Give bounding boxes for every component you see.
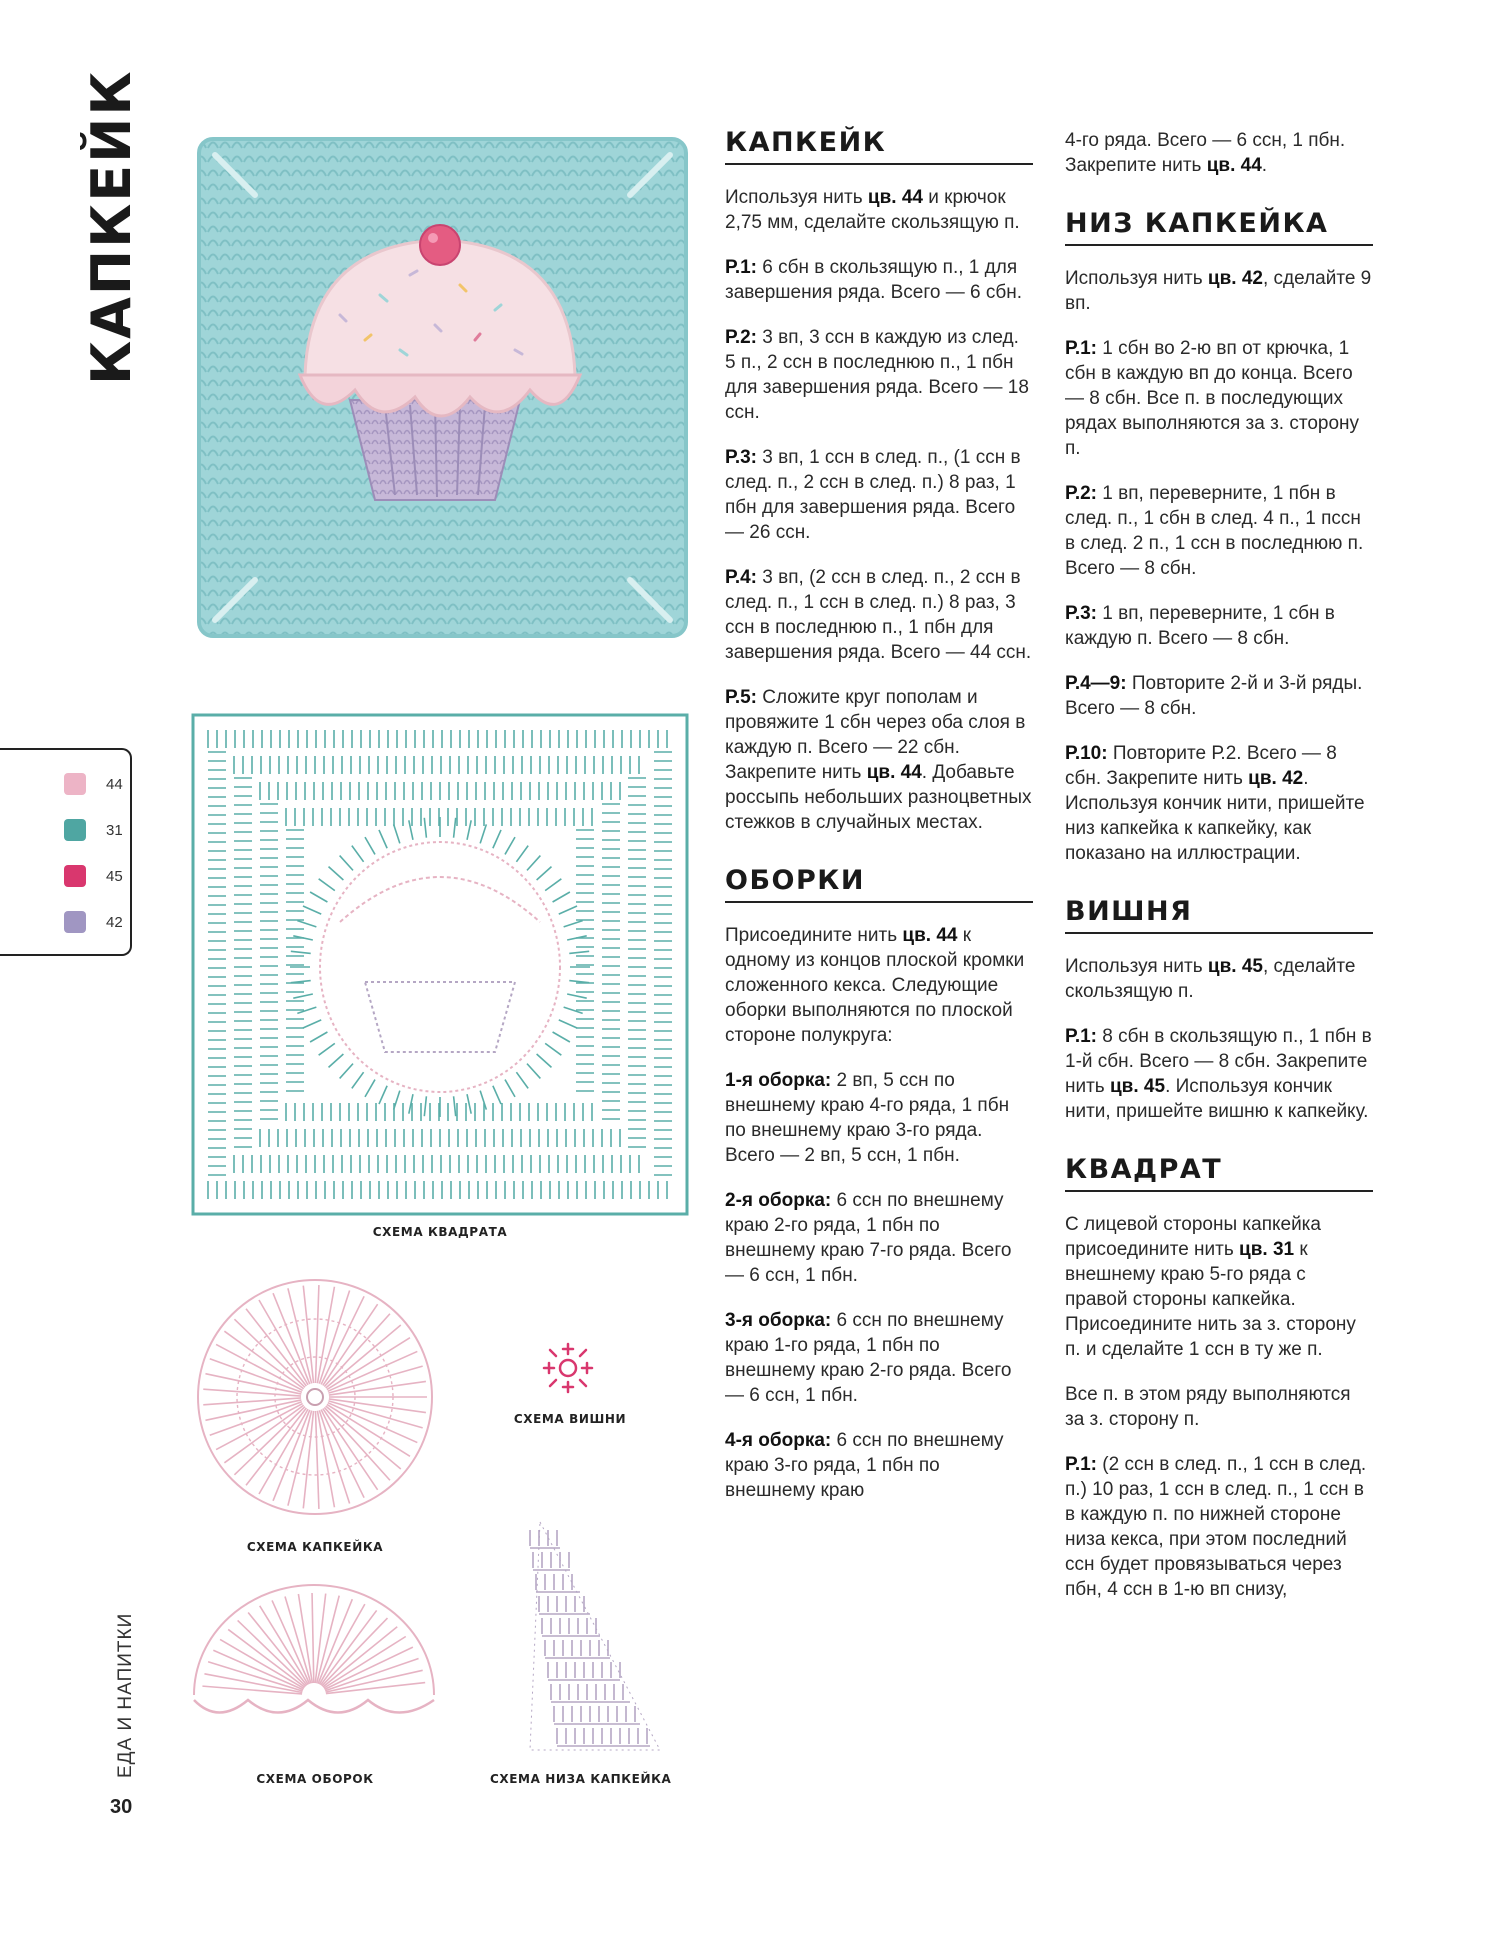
cherry-chart <box>540 1340 596 1396</box>
cupcake-chart <box>195 1275 435 1520</box>
cupcake-bottom-chart-caption: СХЕМА НИЗА КАПКЕЙКА <box>490 1772 672 1786</box>
paragraph: Р.2: 3 вп, 3 ссн в каждую из след. 5 п., 2 ссн в последнюю п., 1 пбн для завершения ряда. Всего — 18 ссн. <box>725 327 1029 423</box>
legend-label: 42 <box>106 913 123 931</box>
paragraph: Р.3: 1 вп, переверните, 1 сбн в каждую п. Всего — 8 сбн. <box>1065 603 1335 649</box>
page-title: КАПКЕЙК <box>80 69 143 386</box>
text-column-2 <box>1065 128 1373 1622</box>
paragraph: 3-я оборка: 6 ссн по внешнему краю 1-го ряда, 1 пбн по внешнему краю 2-го ряда. Всего — 6 ссн, 1 пбн. <box>725 1310 1012 1406</box>
paragraph: Р.1: 1 сбн во 2-ю вп от крючка, 1 сбн в каждую вп до конца. Всего — 8 сбн. Все п. в последующих рядах выполняются за з. сторону п. <box>1065 338 1360 459</box>
paragraph: Присоедините нить цв. 44 к одному из концов плоской кромки сложенного кекса. Следующие оборки выполняются по плоской стороне полукруга: <box>725 925 1025 1046</box>
paragraph: Все п. в этом ряду выполняются за з. сторону п. <box>1065 1384 1351 1430</box>
color-swatch <box>64 773 86 795</box>
legend-label: 45 <box>106 867 123 885</box>
cherry-chart-caption: СХЕМА ВИШНИ <box>513 1412 627 1426</box>
paragraph: Р.2: 1 вп, переверните, 1 пбн в след. п., 1 сбн в след. 4 п., 1 пссн в след. 2 п., 1 ссн в последнюю п. Всего — 8 сбн. <box>1065 483 1364 579</box>
cupcake-square-photo <box>195 135 690 640</box>
paragraph: Р.1: 8 сбн в скользящую п., 1 пбн в 1-й сбн. Всего — 8 сбн. Закрепите нить цв. 45. Используя кончик нити, пришейте вишню к капкейку. <box>1065 1026 1372 1122</box>
cupcake-chart-caption: СХЕМА КАПКЕЙКА <box>246 1540 384 1554</box>
paragraph: Р.5: Сложите круг пополам и провяжите 1 сбн через оба слоя в каждую п. Всего — 22 сбн. Закрепите нить цв. 44. Добавьте россыпь небольших разноцветных стежков в случайных местах. <box>725 687 1032 833</box>
yarn-color-legend <box>0 748 132 956</box>
paragraph: Р.4: 3 вп, (2 ссн в след. п., 2 ссн в след. п., 1 ссн в след. п.) 8 раз, 3 ссн в последнюю п., 1 пбн для завершения ряда. Всего — 44 ссн. <box>725 567 1032 663</box>
paragraph: Р.3: 3 вп, 1 ссн в след. п., (1 ссн в след. п., 2 ссн в след. п.) 8 раз, 1 пбн для завершения ряда. Всего — 26 ссн. <box>725 447 1021 543</box>
heading-oborki: ОБОРКИ <box>725 863 1033 903</box>
heading-vishnya: ВИШНЯ <box>1065 894 1373 934</box>
heading-kapkeik: КАПКЕЙК <box>725 125 1033 165</box>
paragraph: Р.4—9: Повторите 2-й и 3-й ряды. Всего — 8 сбн. <box>1065 673 1363 719</box>
legend-item <box>64 910 123 934</box>
page-number: 30 <box>110 1796 133 1818</box>
square-chart <box>190 712 690 1217</box>
section-label: ЕДА И НАПИТКИ <box>115 1612 136 1778</box>
paragraph: Используя нить цв. 45, сделайте скользящую п. <box>1065 956 1356 1002</box>
color-swatch <box>64 865 86 887</box>
paragraph: С лицевой стороны капкейка присоедините нить цв. 31 к внешнему краю 5-го ряда с правой стороны капкейка. Присоедините нить за з. сторону п. и сделайте 1 ссн в ту же п. <box>1065 1214 1356 1360</box>
paragraph: Используя нить цв. 44 и крючок 2,75 мм, сделайте скользящую п. <box>725 187 1020 233</box>
legend-item <box>64 864 123 888</box>
color-swatch <box>64 819 86 841</box>
paragraph: Р.1: (2 ссн в след. п., 1 ссн в след. п.) 10 раз, 1 ссн в след. п., 1 ссн в в каждую п. по нижней стороне низа кекса, при этом последний ссн будет провязываться через пбн, 4 ссн в 1-ю вп снизу, <box>1065 1454 1367 1600</box>
heading-kvadrat: КВАДРАТ <box>1065 1152 1373 1192</box>
legend-label: 31 <box>106 821 123 839</box>
square-chart-caption: СХЕМА КВАДРАТА <box>372 1225 508 1239</box>
paragraph: 2-я оборка: 6 ссн по внешнему краю 2-го ряда, 1 пбн по внешнему краю 7-го ряда. Всего — 6 ссн, 1 пбн. <box>725 1190 1012 1286</box>
frills-chart <box>188 1580 440 1725</box>
legend-item <box>64 818 123 842</box>
paragraph: Р.10: Повторите Р.2. Всего — 8 сбн. Закрепите нить цв. 42. Используя кончик нити, пришейте низ капкейка к капкейку, как показано на иллюстрации. <box>1065 743 1365 864</box>
paragraph: Р.1: 6 сбн в скользящую п., 1 для завершения ряда. Всего — 6 сбн. <box>725 257 1023 303</box>
legend-item <box>64 772 123 796</box>
frills-chart-caption: СХЕМА ОБОРОК <box>256 1772 374 1786</box>
legend-label: 44 <box>106 775 123 793</box>
cupcake-bottom-chart <box>470 1510 665 1755</box>
paragraph: Используя нить цв. 42, сделайте 9 вп. <box>1065 268 1372 314</box>
paragraph: 4-я оборка: 6 ссн по внешнему краю 3-го ряда, 1 пбн по внешнему краю <box>725 1430 1004 1501</box>
paragraph: 1-я оборка: 2 вп, 5 ссн по внешнему краю 4-го ряда, 1 пбн по внешнему краю 3-го ряда. Всего — 2 вп, 5 ссн, 1 пбн. <box>725 1070 1010 1166</box>
heading-niz: НИЗ КАПКЕЙКА <box>1065 206 1373 246</box>
text-column-1 <box>725 125 1033 1523</box>
color-swatch <box>64 911 86 933</box>
paragraph: 4-го ряда. Всего — 6 ссн, 1 пбн. Закрепите нить цв. 44. <box>1065 130 1346 176</box>
